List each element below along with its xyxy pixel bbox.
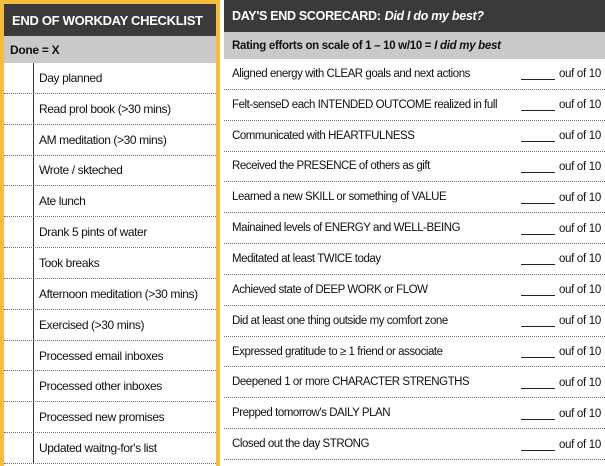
scorecard-row xyxy=(224,152,605,183)
checklist-row xyxy=(4,248,216,279)
checklist-row xyxy=(4,433,216,464)
workday-checklist-panel xyxy=(0,0,220,466)
checklist-item-label: Processed other inboxes xyxy=(39,379,162,394)
score-entry xyxy=(521,314,601,327)
done-checkbox[interactable] xyxy=(4,371,34,401)
scorecard-item-label: Received the PRESENCE of others as gift xyxy=(232,160,430,173)
score-blank-field[interactable] xyxy=(521,129,555,142)
scorecard-row xyxy=(224,306,605,337)
score-suffix: ouf of 10 xyxy=(558,160,601,173)
score-entry xyxy=(521,222,601,235)
checklist-item-label: Processed new promises xyxy=(39,410,165,425)
score-blank-field[interactable] xyxy=(521,438,555,451)
scorecard-row xyxy=(224,337,605,368)
score-blank-field[interactable] xyxy=(521,252,555,265)
score-blank-field[interactable] xyxy=(521,191,555,204)
scorecard-subtitle-bar xyxy=(224,32,605,59)
score-suffix: ouf of 10 xyxy=(558,130,601,143)
score-entry xyxy=(521,129,601,142)
score-suffix: ouf of 10 xyxy=(558,222,601,235)
score-suffix: ouf of 10 xyxy=(558,315,601,328)
checklist-legend: Done = X xyxy=(4,36,216,63)
score-entry xyxy=(521,345,601,358)
scorecard-row xyxy=(224,367,605,398)
done-checkbox[interactable] xyxy=(4,248,34,278)
score-blank-field[interactable] xyxy=(521,98,555,111)
scorecard-row xyxy=(224,59,605,90)
score-blank-field[interactable] xyxy=(521,283,555,296)
checklist-row xyxy=(4,94,216,125)
score-blank-field[interactable] xyxy=(521,376,555,389)
scorecard-question: Did I do my best? xyxy=(384,9,484,23)
checklist-item-label: AM meditation (>30 mins) xyxy=(39,132,167,147)
done-checkbox[interactable] xyxy=(4,279,34,309)
scorecard-item-label: Learned a new SKILL or something of VALUE xyxy=(232,191,447,204)
score-entry xyxy=(521,191,601,204)
scorecard-row xyxy=(224,90,605,121)
checklist-item-label: Processed email inboxes xyxy=(39,348,164,363)
score-entry xyxy=(521,160,601,173)
scorecard-row xyxy=(224,182,605,213)
scorecard-subtitle: Rating efforts on scale of 1 – 10 w/10 = xyxy=(232,39,432,52)
scorecard-subtitle-emphasis: I did my best xyxy=(434,39,501,52)
checklist-item-label: Exercised (>30 mins) xyxy=(39,317,145,332)
checklist-item-label: Day planned xyxy=(39,70,102,85)
score-suffix: ouf of 10 xyxy=(558,376,601,389)
scorecard-row xyxy=(224,275,605,306)
scorecard-item-label: Deepened 1 or more CHARACTER STRENGTHS xyxy=(232,376,470,389)
done-checkbox[interactable] xyxy=(4,125,34,155)
score-blank-field[interactable] xyxy=(521,345,555,358)
score-entry xyxy=(521,438,601,451)
scorecard-rows xyxy=(224,59,605,460)
score-suffix: ouf of 10 xyxy=(558,438,601,451)
checklist-item-label: Afternoon meditation (>30 mins) xyxy=(39,286,198,301)
checklist-row xyxy=(4,402,216,433)
scorecard-item-label: Expressed gratitude to ≥ 1 friend or associate xyxy=(232,345,443,358)
scorecard-title: DAY'S END SCORECARD: xyxy=(232,9,381,23)
score-suffix: ouf of 10 xyxy=(558,68,601,81)
scorecard-row xyxy=(224,244,605,275)
scorecard-item-label: Did at least one thing outside my comfort zone xyxy=(232,314,448,327)
score-entry xyxy=(521,98,601,111)
done-checkbox[interactable] xyxy=(4,63,34,93)
checklist-title: END OF WORKDAY CHECKLIST xyxy=(4,4,216,36)
checklist-row xyxy=(4,125,216,156)
score-suffix: ouf of 10 xyxy=(558,99,601,112)
score-suffix: ouf of 10 xyxy=(558,253,601,266)
done-checkbox[interactable] xyxy=(4,310,34,340)
scorecard-item-label: Mainained levels of ENERGY and WELL-BEING xyxy=(232,222,461,235)
scorecard-row xyxy=(224,398,605,429)
checklist-row xyxy=(4,217,216,248)
scorecard-row xyxy=(224,121,605,152)
score-blank-field[interactable] xyxy=(521,314,555,327)
done-checkbox[interactable] xyxy=(4,186,34,216)
scorecard-panel xyxy=(224,0,605,466)
checklist-rows xyxy=(4,63,216,464)
scorecard-row xyxy=(224,429,605,460)
checklist-row xyxy=(4,279,216,310)
checklist-item-label: Took breaks xyxy=(39,255,100,270)
checklist-item-label: Drank 5 pints of water xyxy=(39,225,147,240)
scorecard-title-bar xyxy=(224,0,605,32)
score-blank-field[interactable] xyxy=(521,160,555,173)
done-checkbox[interactable] xyxy=(4,433,34,463)
score-blank-field[interactable] xyxy=(521,222,555,235)
done-checkbox[interactable] xyxy=(4,156,34,186)
scorecard-item-label: Communicated with HEARTFULNESS xyxy=(232,129,415,142)
checklist-item-label: Updated waitng-for's list xyxy=(39,441,157,456)
score-entry xyxy=(521,283,601,296)
scorecard-item-label: Aligned energy with CLEAR goals and next actions xyxy=(232,67,470,80)
checklist-row xyxy=(4,186,216,217)
score-suffix: ouf of 10 xyxy=(558,191,601,204)
checklist-item-label: Ate lunch xyxy=(39,194,86,209)
score-blank-field[interactable] xyxy=(521,407,555,420)
done-checkbox[interactable] xyxy=(4,94,34,124)
score-entry xyxy=(521,376,601,389)
score-blank-field[interactable] xyxy=(521,67,555,80)
checklist-row xyxy=(4,341,216,372)
score-suffix: ouf of 10 xyxy=(558,346,601,359)
scorecard-item-label: Closed out the day STRONG xyxy=(232,438,370,451)
checklist-row xyxy=(4,63,216,94)
scorecard-row xyxy=(224,213,605,244)
score-suffix: ouf of 10 xyxy=(558,407,601,420)
done-checkbox[interactable] xyxy=(4,217,34,247)
checklist-item-label: Read prol book (>30 mins) xyxy=(39,101,171,116)
scorecard-item-label: Prepped tomorrow's DAILY PLAN xyxy=(232,407,391,420)
done-checkbox[interactable] xyxy=(4,341,34,371)
checklist-row xyxy=(4,156,216,187)
score-entry xyxy=(521,67,601,80)
scorecard-item-label: Achieved state of DEEP WORK or FLOW xyxy=(232,283,428,296)
score-suffix: ouf of 10 xyxy=(558,284,601,297)
checklist-item-label: Wrote / skteched xyxy=(39,163,123,178)
score-entry xyxy=(521,252,601,265)
score-entry xyxy=(521,407,601,420)
done-checkbox[interactable] xyxy=(4,402,34,432)
scorecard-item-label: Felt-senseD each INTENDED OUTCOME realized in full xyxy=(232,98,498,111)
checklist-row xyxy=(4,310,216,341)
checklist-row xyxy=(4,371,216,402)
scorecard-item-label: Meditated at least TWICE today xyxy=(232,252,381,265)
